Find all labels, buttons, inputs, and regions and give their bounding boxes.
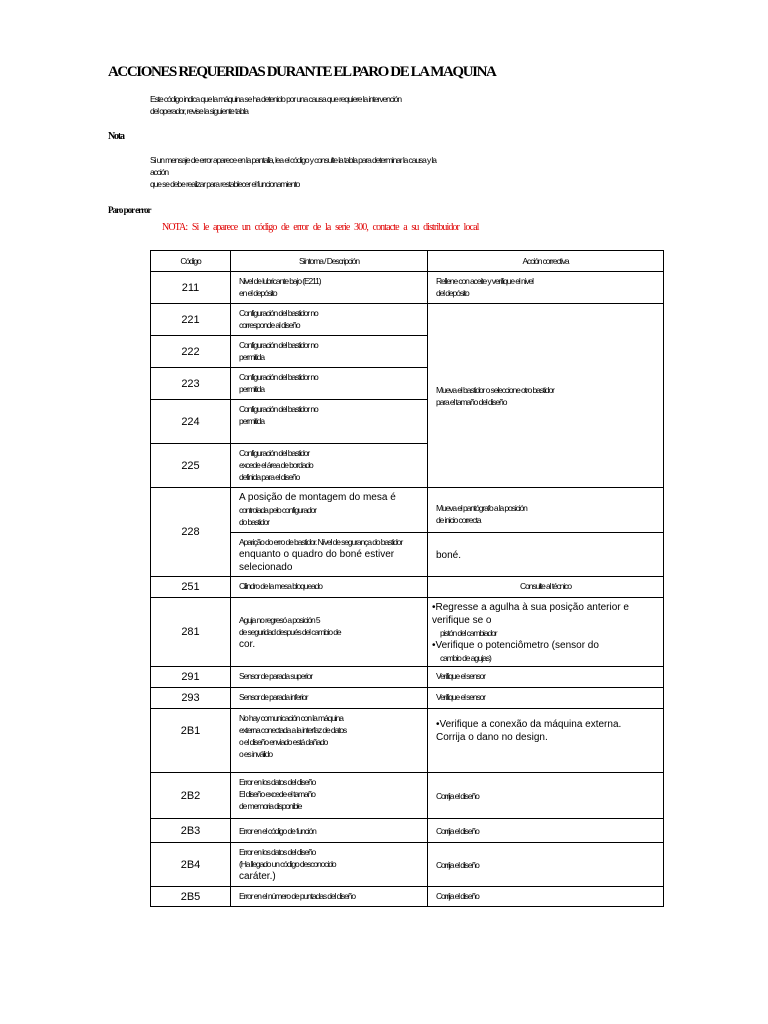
symptom-cell: Aparição do erro de bastidor. Nível de segurança do bastidor enquanto o quadro do boné estiver selecionado (231, 533, 428, 577)
error-code: 222 (151, 336, 231, 368)
table-row (151, 598, 664, 667)
table-row (151, 709, 664, 773)
error-code: 2B5 (151, 887, 231, 907)
symptom-cell: A posição de montagem do mesa é controlada pelo configurador do bastidor (231, 488, 428, 533)
table-row (151, 272, 664, 304)
table-header-row (151, 251, 664, 272)
symptom-cell: Configuración del bastidor no corresponde al diseño (231, 304, 428, 336)
action-cell: Corrija el diseño (428, 773, 664, 819)
action-cell: Corrija el diseño (428, 887, 664, 907)
action-cell: boné. (428, 533, 664, 577)
table-row (151, 688, 664, 709)
error-code-table (150, 250, 664, 907)
symptom-cell: Sensor de parada inferior (231, 688, 428, 709)
error-code: 293 (151, 688, 231, 709)
symptom-cell: Error en el código de función (231, 819, 428, 843)
error-code: 221 (151, 304, 231, 336)
action-cell: •Regresse a agulha à sua posição anterior e verifique se o pistón del cambiador •Verifique o potenciômetro (sensor do cambio de agujas) (428, 598, 664, 667)
symptom-cell: Configuración del bastidor no permitida (231, 336, 428, 368)
section-subheading: Paro por error (108, 205, 151, 215)
action-cell: Verifique el sensor (428, 688, 664, 709)
error-code: 291 (151, 667, 231, 688)
intro-text: Este código indica que la máquina se ha detenido por una causa que requiere la intervención del operador, revise la siguiente tabla (150, 94, 402, 116)
symptom-cell: Error en los datos del diseño (Ha llegado un código desconocido caráter.) (231, 843, 428, 887)
instruction-paragraph: Si un mensaje de error aparece en la pantalla, lea el código y consulte la tabla para determinar la causa y la acción que se debe realizar para restablecer el funcionamiento (150, 155, 436, 189)
symptom-cell: Error en el número de puntadas del diseño (231, 887, 428, 907)
header-symptom: Síntoma / Descripción (231, 251, 428, 272)
symptom-cell: Configuración del bastidor excede el área de bordado definida para el diseño (231, 444, 428, 488)
symptom-cell: Configuración del bastidor no permitida (231, 368, 428, 400)
error-code: 225 (151, 444, 231, 488)
warning-note: NOTA: Si le aparece un código de error de la serie 300, contacte a su distribuidor local (162, 222, 479, 233)
error-code: 223 (151, 368, 231, 400)
action-cell: •Verifique a conexão da máquina externa. Corrija o dano no design. (428, 709, 664, 773)
action-cell: Consulte al técnico (428, 577, 664, 598)
page-title: ACCIONES REQUERIDAS DURANTE EL PARO DE LA MAQUINA (108, 64, 496, 80)
table-row (151, 887, 664, 907)
header-action: Acción correctiva (428, 251, 664, 272)
action-cell: Rellene con aceite y verifique el nivel del depósito (428, 272, 664, 304)
table-row (151, 577, 664, 598)
header-code: Código (151, 251, 231, 272)
error-code: 251 (151, 577, 231, 598)
error-code: 2B1 (151, 709, 231, 773)
error-code: 228 (151, 488, 231, 577)
error-code: 224 (151, 400, 231, 444)
error-code: 2B3 (151, 819, 231, 843)
symptom-cell: Error en los datos del diseño El diseño excede el tamaño de memoria disponible (231, 773, 428, 819)
action-cell: Mueva el pantógrafo a la posición de inicio correcta (428, 488, 664, 533)
error-code: 2B4 (151, 843, 231, 887)
error-code: 2B2 (151, 773, 231, 819)
table-row (151, 843, 664, 887)
shared-action-cell: Mueva el bastidor o seleccione otro bastidor para el tamaño del diseño (428, 304, 664, 488)
action-cell: Corrija el diseño (428, 843, 664, 887)
symptom-cell: Nivel de lubricante bajo (E211) en el depósito (231, 272, 428, 304)
action-cell: Verifique el sensor (428, 667, 664, 688)
error-code: 211 (151, 272, 231, 304)
symptom-cell: Cilindro de la mesa bloqueado (231, 577, 428, 598)
table-row (151, 488, 664, 533)
table-row (151, 304, 664, 336)
table-row (151, 667, 664, 688)
table-row (151, 819, 664, 843)
note-heading: Nota (108, 131, 124, 142)
error-code: 281 (151, 598, 231, 667)
table-row (151, 773, 664, 819)
symptom-cell: No hay comunicación con la máquina externa conectada a la interfaz de datos o el diseño enviado está dañado o es inválido (231, 709, 428, 773)
action-cell: Corrija el diseño (428, 819, 664, 843)
symptom-cell: Aguja no regresó a posición 5 de seguridad después del cambio de cor. (231, 598, 428, 667)
symptom-cell: Sensor de parada superior (231, 667, 428, 688)
symptom-cell: Configuración del bastidor no permitida (231, 400, 428, 444)
